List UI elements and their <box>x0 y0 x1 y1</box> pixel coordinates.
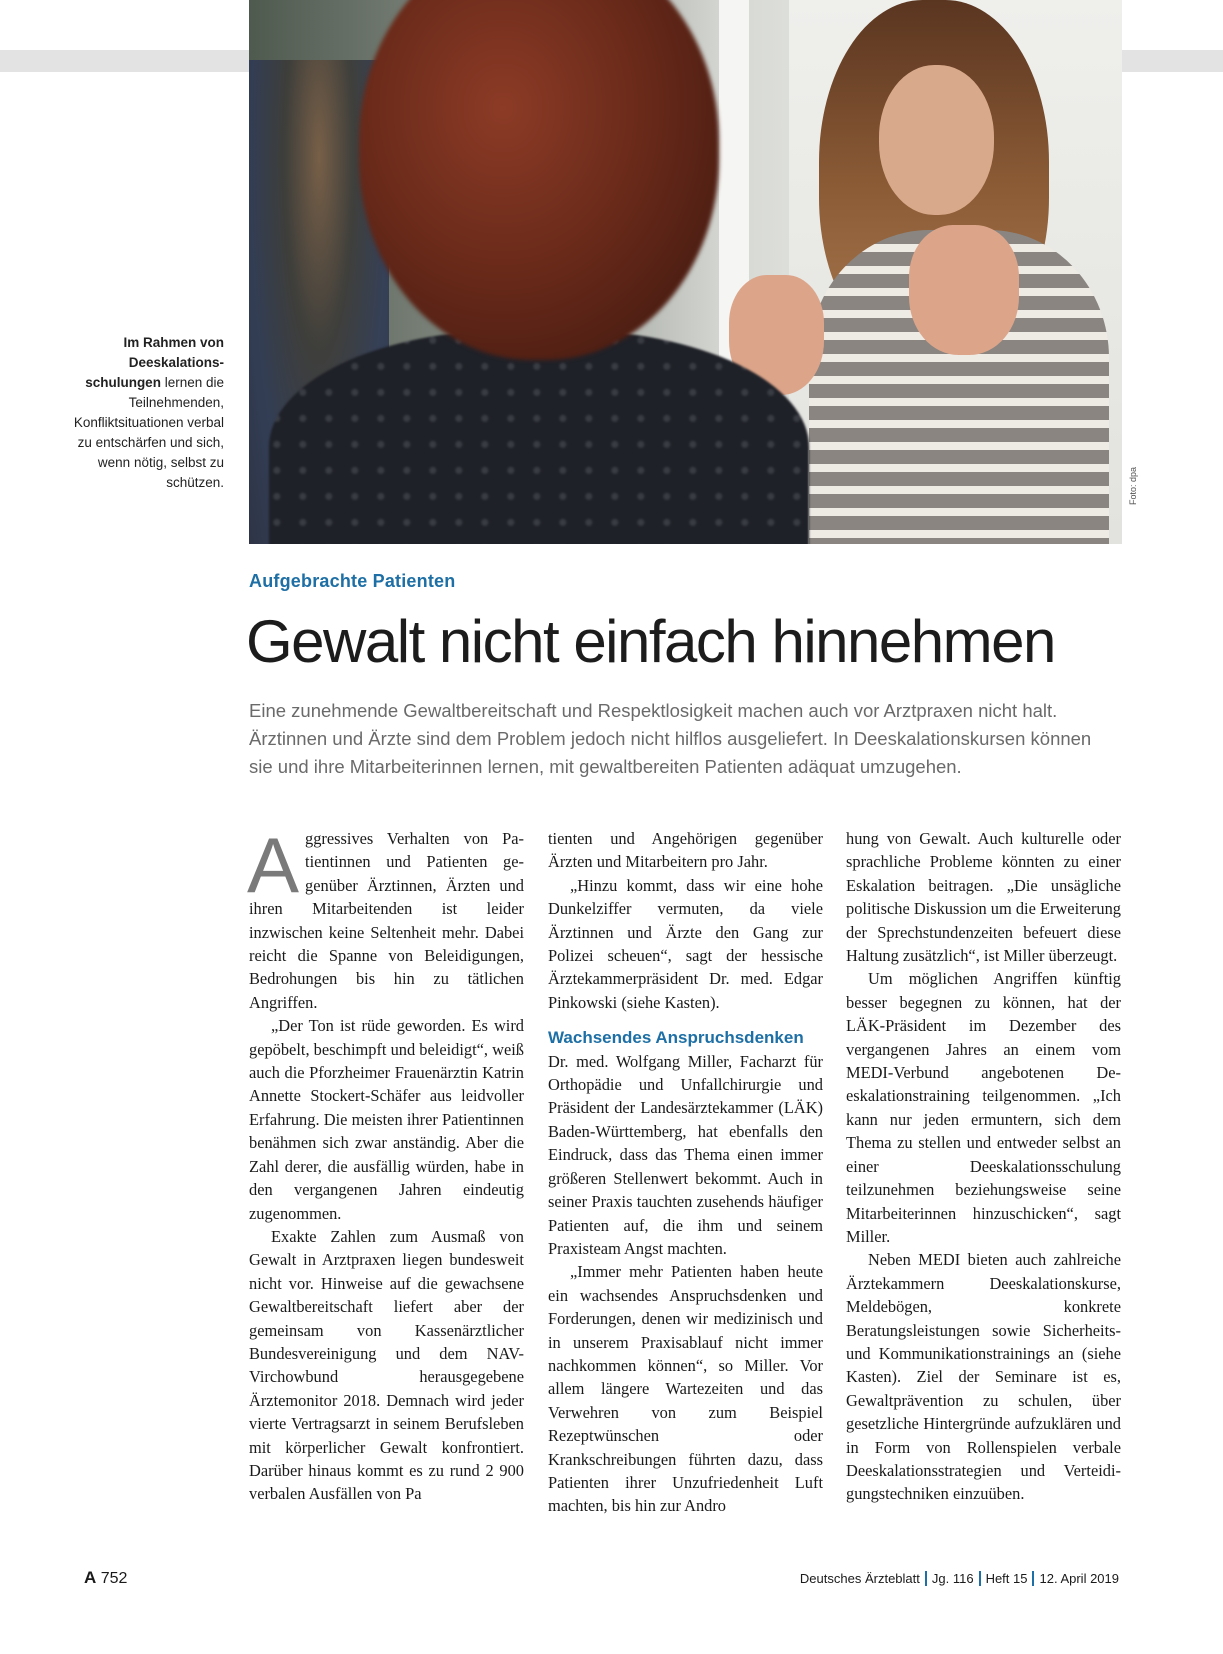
paragraph: Aggressives Verhalten von Patientinnen und Patienten gegenüber Ärztinnen, Ärzten und ihren Mitarbeitenden ist leider inzwischen keine Seltenheit mehr. Dabei reicht die Spanne von Beleidigungen, Bedrohungen bis hin zu tätlichen Angriffen. <box>247 821 524 1012</box>
paragraph: „Immer mehr Patienten haben heute ein wachsendes Anspruchsdenken und Forderungen, denen wir medizinisch und in unserem Praxisablauf nicht immer nachkommen können“, so Miller. Vor allem längere Wartezeiten und das Verwehren von zum Beispiel Rezeptwünschen oder Krankschreibungen führten dazu, dass Patienten ihrer Unzufriedenheit Luft machten, bis hin zur Andro <box>548 1262 823 1516</box>
kicker: Aufgebrachte Patienten <box>249 571 456 591</box>
page-number <box>84 1568 127 1588</box>
caption-text: lernen die Teilnehmenden, Konfliktsituationen verbal zu entschärfen und sich, wenn nötig, selbst zu schützen. <box>73 375 224 490</box>
journal-volume: Jg. 116 <box>931 1571 974 1586</box>
journal-name: Deutsches Ärzteblatt <box>799 1571 920 1586</box>
top-gray-bar-right <box>1122 50 1223 72</box>
subheading: Wachsendes Anspruchsdenken <box>548 1028 804 1048</box>
paragraph: Exakte Zahlen zum Ausmaß von Gewalt in Arztpraxen liegen bundesweit nicht vor. Hinweise auf die gewachsene Gewaltbereitschaft liefert aber der gemeinsam von Kassenärztlicher Bundesvereinigung und dem NAV-Virchowbund herausgegebene Ärztemonitor 2018. Demnach wird jeder vierte Vertragsarzt in seinem Berufsleben mit körperlicher Gewalt konfrontiert. Darüber hinaus kommt es zu rund 2 900 verbalen Ausfällen von Pa <box>249 1226 524 1504</box>
paragraph: hung von Gewalt. Auch kulturelle oder sprachliche Probleme könnten zu einer Eskalation beitragen. „Die unsägliche politische Diskussion um die Erweiterung der Sprechstundenzeiten befeuert diese Haltung zusätzlich“, ist Miller überzeugt. <box>846 829 1121 966</box>
article-column-2 <box>548 827 823 1518</box>
top-gray-bar-left <box>0 50 249 72</box>
journal-issue: Heft 15 <box>985 1571 1028 1586</box>
journal-footer <box>800 1571 1119 1586</box>
paragraph: Neben MEDI bieten auch zahlreiche Ärztekammern Deeskalationskurse, Meldebögen, konkrete Beratungsleistungen sowie Sicherheits- und Kommunikationstrainings an (siehe Kasten). Ziel der Seminare ist es, Gewaltprävention zu schulen, über gesetzliche Hintergründe aufzuklären und in Form von Rollenspielen verbale Deeskalationsstrategien und Verteidigungstechniken einzuüben. <box>846 1250 1121 1504</box>
section-letter: A <box>84 1568 97 1587</box>
journal-date: 12. April 2019 <box>1039 1571 1119 1586</box>
photo-credit: Foto: dpa <box>1128 466 1138 505</box>
paragraph: Um möglichen Angriffen künftig besser begegnen zu können, hat der LÄK-Präsident im Dezember des vergangenen Jahres an einem vom MEDI-Verbund angebotenen Deeskalationstraining teilgenommen. „Ich kann nur jeden ermuntern, sich dem Thema zu stellen und entweder selbst an einer Deeskalationsschulung teilzunehmen beziehungsweise seine Mitarbeiterinnen hinzuschicken“, sagt Miller. <box>846 969 1121 1246</box>
article-column-1 <box>247 821 524 1506</box>
lead-paragraph: Eine zunehmende Gewaltbereitschaft und Respektlosigkeit machen auch vor Arztpraxen nicht halt. Ärztinnen und Ärzte sind dem Problem jedoch nicht hilflos ausgeliefert. In Deeskalationskursen können sie und ihre Mitarbeiterinnen lernen, mit gewaltbereiten Patienten adäquat umzugehen. <box>249 700 1092 777</box>
paragraph: „Der Ton ist rüde geworden. Es wird gepöbelt, beschimpft und beleidigt“, weiß auch die Pforzheimer Frauenärztin Katrin Annette Stockert-Schäfer aus leidvoller Erfahrung. Die meisten ihrer Patientinnen benähmen sich zwar anständig. Aber die Zahl derer, die ausfällig würden, habe in den vergangenen Jahren eindeutig zugenommen. <box>249 1016 524 1223</box>
caption-bold: Im Rahmen von Deeskalationsschulungen <box>85 335 224 390</box>
paragraph: tienten und Angehörigen gegenüber Ärzten und Mitarbeitern pro Jahr. <box>548 829 823 872</box>
article-photo <box>249 0 1122 544</box>
photo-caption <box>60 333 224 493</box>
paragraph: „Hinzu kommt, dass wir eine hohe Dunkelziffer vermuten, da viele Ärztinnen und Ärzte den Gang zur Polizei scheuen“, sagt der hessische Ärztekammerpräsident Dr. med. Edgar Pinkowski (siehe Kasten). <box>548 875 823 1012</box>
paragraph: Dr. med. Wolfgang Miller, Facharzt für Orthopädie und Unfallchirurgie und Präsident der Landesärztekammer (LÄK) Baden-Württemberg, hat ebenfalls den Eindruck, dass das Thema einen immer größeren Stellenwert bekommt. Auch in seiner Praxis tauchten zusehends häufiger Patienten auf, die ihm und seinem Praxisteam Angst machten. <box>548 1051 823 1258</box>
page-number-value: 752 <box>100 1570 128 1587</box>
drop-cap: A <box>247 821 300 909</box>
headline: Gewalt nicht einfach hinnehmen <box>246 608 1055 675</box>
article-column-3 <box>846 827 1121 1506</box>
